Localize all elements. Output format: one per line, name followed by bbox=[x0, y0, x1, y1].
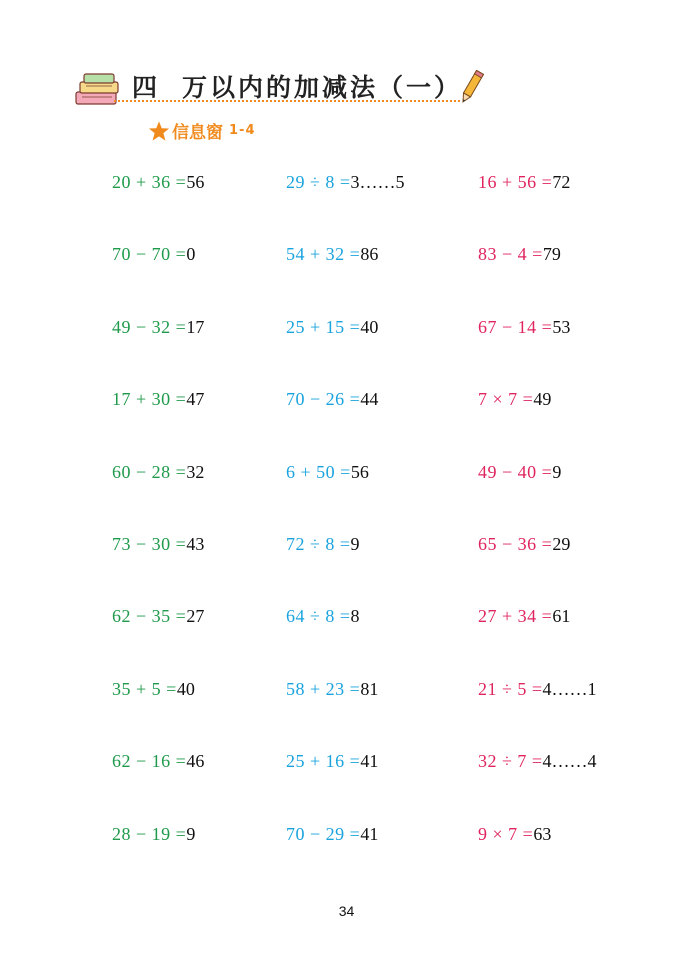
equation bbox=[112, 679, 195, 699]
equation-expression: 20 + 36 = bbox=[112, 172, 187, 192]
equation-answer: 41 bbox=[360, 823, 379, 844]
equation-answer: 41 bbox=[360, 751, 379, 772]
equation-answer: 9 bbox=[552, 461, 562, 482]
equation-expression: 70 − 70 = bbox=[112, 244, 187, 265]
equation-answer: 72 bbox=[552, 172, 571, 192]
equation-expression: 28 − 19 = bbox=[112, 823, 187, 844]
books-icon bbox=[72, 72, 122, 108]
title-underline bbox=[114, 100, 460, 102]
equation-answer: 56 bbox=[350, 461, 369, 482]
equation-answer: 17 bbox=[186, 316, 205, 337]
equation bbox=[478, 751, 597, 771]
section-label: 信息窗 bbox=[172, 123, 223, 143]
equation-expression: 54 + 32 = bbox=[286, 244, 361, 265]
equation bbox=[286, 824, 378, 844]
equation-answer: 29 bbox=[552, 534, 571, 554]
equation-answer: 4……4 bbox=[542, 751, 597, 772]
equation-expression: 25 + 15 = bbox=[286, 316, 361, 337]
equation-expression: 6 + 50 = bbox=[286, 461, 351, 482]
equation-expression: 70 − 29 = bbox=[286, 823, 361, 844]
equation-answer: 9 bbox=[350, 534, 360, 554]
equation-answer: 40 bbox=[176, 678, 195, 699]
equation bbox=[286, 172, 405, 192]
equation bbox=[286, 389, 378, 409]
chapter-number: 四 bbox=[132, 73, 161, 102]
equation-answer: 53 bbox=[552, 316, 571, 337]
equation-expression: 27 + 34 = bbox=[478, 606, 553, 627]
page-number: 34 bbox=[338, 903, 355, 919]
equation bbox=[478, 172, 570, 192]
equation-answer: 86 bbox=[360, 244, 379, 265]
equation-answer: 61 bbox=[552, 606, 571, 627]
equation bbox=[478, 462, 561, 482]
equation-answer: 56 bbox=[186, 172, 205, 192]
equation-expression: 67 − 14 = bbox=[478, 316, 553, 337]
equation bbox=[112, 462, 204, 482]
equation-answer: 81 bbox=[360, 678, 379, 699]
equation-expression: 35 + 5 = bbox=[112, 678, 177, 699]
equation bbox=[286, 462, 369, 482]
equation bbox=[478, 824, 551, 844]
section-sub: 1-4 bbox=[229, 123, 256, 138]
equation bbox=[112, 172, 204, 192]
equation-answer: 9 bbox=[186, 823, 196, 844]
equation-expression: 16 + 56 = bbox=[478, 172, 553, 192]
equation-expression: 17 + 30 = bbox=[112, 389, 187, 410]
equation-expression: 25 + 16 = bbox=[286, 751, 361, 772]
equation-answer: 4……1 bbox=[542, 678, 597, 699]
equation-expression: 9 × 7 = bbox=[478, 823, 534, 844]
equation-answer: 44 bbox=[360, 389, 379, 410]
equation-expression: 64 ÷ 8 = bbox=[286, 606, 351, 627]
equation bbox=[112, 606, 204, 626]
equation-answer: 40 bbox=[360, 316, 379, 337]
equation-answer: 46 bbox=[186, 751, 205, 772]
equation-expression: 83 − 4 = bbox=[478, 244, 543, 265]
equation-expression: 29 ÷ 8 = bbox=[286, 172, 351, 192]
equation bbox=[286, 606, 360, 626]
equation-answer: 49 bbox=[533, 389, 552, 410]
equation-answer: 47 bbox=[186, 389, 205, 410]
equation bbox=[286, 751, 378, 771]
equation bbox=[478, 534, 570, 554]
equation bbox=[112, 534, 204, 554]
equation-answer: 63 bbox=[533, 823, 552, 844]
equation bbox=[112, 824, 195, 844]
chapter-header bbox=[72, 62, 492, 112]
equation-expression: 70 − 26 = bbox=[286, 389, 361, 410]
equation-expression: 49 − 40 = bbox=[478, 461, 553, 482]
equation-answer: 27 bbox=[186, 606, 205, 627]
equation bbox=[112, 244, 195, 264]
equation bbox=[478, 244, 561, 264]
equation-expression: 7 × 7 = bbox=[478, 389, 534, 410]
equation-expression: 60 − 28 = bbox=[112, 461, 187, 482]
equation-answer: 79 bbox=[542, 244, 561, 265]
equation bbox=[112, 317, 204, 337]
pencil-icon bbox=[458, 70, 484, 106]
equation bbox=[478, 679, 597, 699]
equation-answer: 43 bbox=[186, 534, 205, 554]
equation-answer: 0 bbox=[186, 244, 196, 265]
equation-expression: 62 − 16 = bbox=[112, 751, 187, 772]
chapter-title-text: 万以内的加减法（一） bbox=[182, 73, 463, 102]
equation-expression: 72 ÷ 8 = bbox=[286, 534, 351, 554]
equation bbox=[112, 751, 204, 771]
section-heading bbox=[148, 118, 256, 143]
chapter-title bbox=[132, 68, 462, 104]
equation-expression: 32 ÷ 7 = bbox=[478, 751, 543, 772]
equation-answer: 8 bbox=[350, 606, 360, 627]
equation bbox=[286, 534, 360, 554]
equation-expression: 62 − 35 = bbox=[112, 606, 187, 627]
equation bbox=[286, 244, 378, 264]
equation bbox=[478, 389, 551, 409]
equation-answer: 3……5 bbox=[350, 172, 405, 192]
equation-answer: 32 bbox=[186, 461, 205, 482]
equation-expression: 21 ÷ 5 = bbox=[478, 678, 543, 699]
equation bbox=[112, 389, 204, 409]
equation bbox=[478, 606, 570, 626]
equation-expression: 73 − 30 = bbox=[112, 534, 187, 554]
equation-expression: 58 + 23 = bbox=[286, 678, 361, 699]
equation-expression: 65 − 36 = bbox=[478, 534, 553, 554]
equation bbox=[286, 679, 378, 699]
star-icon bbox=[148, 120, 170, 142]
equation bbox=[286, 317, 378, 337]
equation bbox=[478, 317, 570, 337]
equation-expression: 49 − 32 = bbox=[112, 316, 187, 337]
